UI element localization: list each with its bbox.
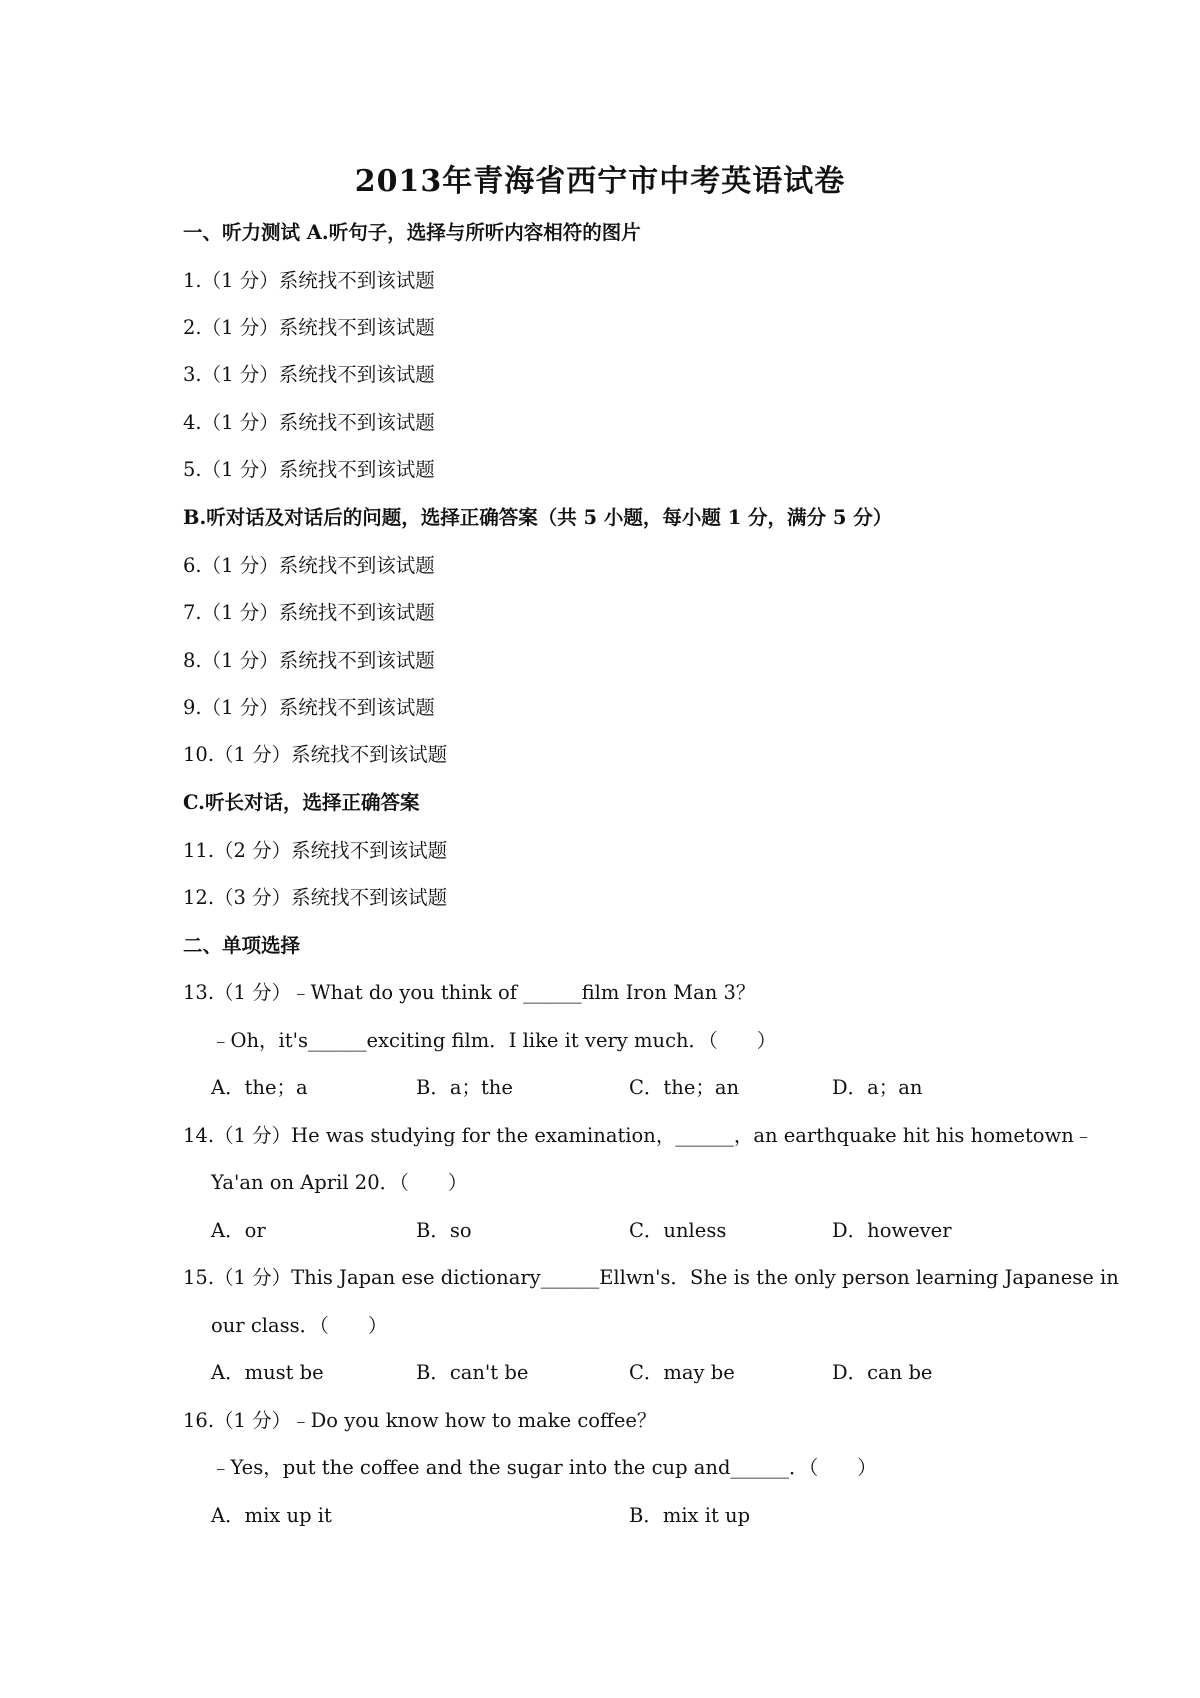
section-heading-part-c: C.听长对话，选择正确答案: [183, 791, 420, 814]
option-d: D．can be: [832, 1361, 933, 1384]
question-16-stem-cont: ﹣Yes，put the coffee and the sugar into the cup and______．（ ）: [211, 1456, 877, 1479]
question-15-stem: 15.（1 分）This Japan ese dictionary______Ellwn's．She is the only person learning Japanese in: [183, 1266, 1119, 1289]
question-item: 9.（1 分）系统找不到该试题: [183, 696, 435, 719]
question-item: 4.（1 分）系统找不到该试题: [183, 411, 435, 434]
question-item: 11.（2 分）系统找不到该试题: [183, 839, 448, 862]
section-heading-part-b: B.听对话及对话后的问题，选择正确答案（共 5 小题，每小题 1 分，满分 5 分）: [183, 506, 893, 529]
question-15-stem-cont: our class．（ ）: [211, 1314, 388, 1337]
option-b: B．mix it up: [629, 1504, 751, 1527]
option-b: B．so: [416, 1219, 472, 1242]
option-c: C．unless: [629, 1219, 727, 1242]
question-14-stem-cont: Ya'an on April 20．（ ）: [211, 1171, 468, 1194]
option-d: D．however: [832, 1219, 952, 1242]
option-a: A．must be: [211, 1361, 324, 1384]
question-13-stem: 13.（1 分）﹣What do you think of ______film Iron Man 3？: [183, 981, 756, 1004]
question-13-stem-cont: ﹣Oh，it's______exciting film．I like it very much．（ ）: [211, 1029, 777, 1052]
question-item: 6.（1 分）系统找不到该试题: [183, 554, 435, 577]
page-title: 2013年青海省西宁市中考英语试卷: [354, 164, 846, 199]
question-item: 3.（1 分）系统找不到该试题: [183, 363, 435, 386]
option-d: D．a；an: [832, 1076, 923, 1099]
option-b: B．a；the: [416, 1076, 513, 1099]
question-item: 1.（1 分）系统找不到该试题: [183, 269, 435, 292]
section-heading-listening: 一、听力测试 A.听句子，选择与所听内容相符的图片: [183, 221, 641, 244]
question-item: 8.（1 分）系统找不到该试题: [183, 649, 435, 672]
option-c: C．the；an: [629, 1076, 740, 1099]
question-item: 2.（1 分）系统找不到该试题: [183, 316, 435, 339]
question-16-stem: 16.（1 分）﹣Do you know how to make coffee？: [183, 1409, 657, 1432]
question-item: 7.（1 分）系统找不到该试题: [183, 601, 435, 624]
question-item: 5.（1 分）系统找不到该试题: [183, 458, 435, 481]
question-14-stem: 14.（1 分）He was studying for the examination，______，an earthquake hit his hometown﹣: [183, 1124, 1094, 1147]
option-c: C．may be: [629, 1361, 735, 1384]
option-a: A．or: [211, 1219, 266, 1242]
question-item: 12.（3 分）系统找不到该试题: [183, 886, 448, 909]
question-item: 10.（1 分）系统找不到该试题: [183, 743, 448, 766]
option-a: A．mix up it: [211, 1504, 332, 1527]
section-heading-single-choice: 二、单项选择: [183, 934, 301, 957]
option-b: B．can't be: [416, 1361, 529, 1384]
option-a: A．the；a: [211, 1076, 308, 1099]
